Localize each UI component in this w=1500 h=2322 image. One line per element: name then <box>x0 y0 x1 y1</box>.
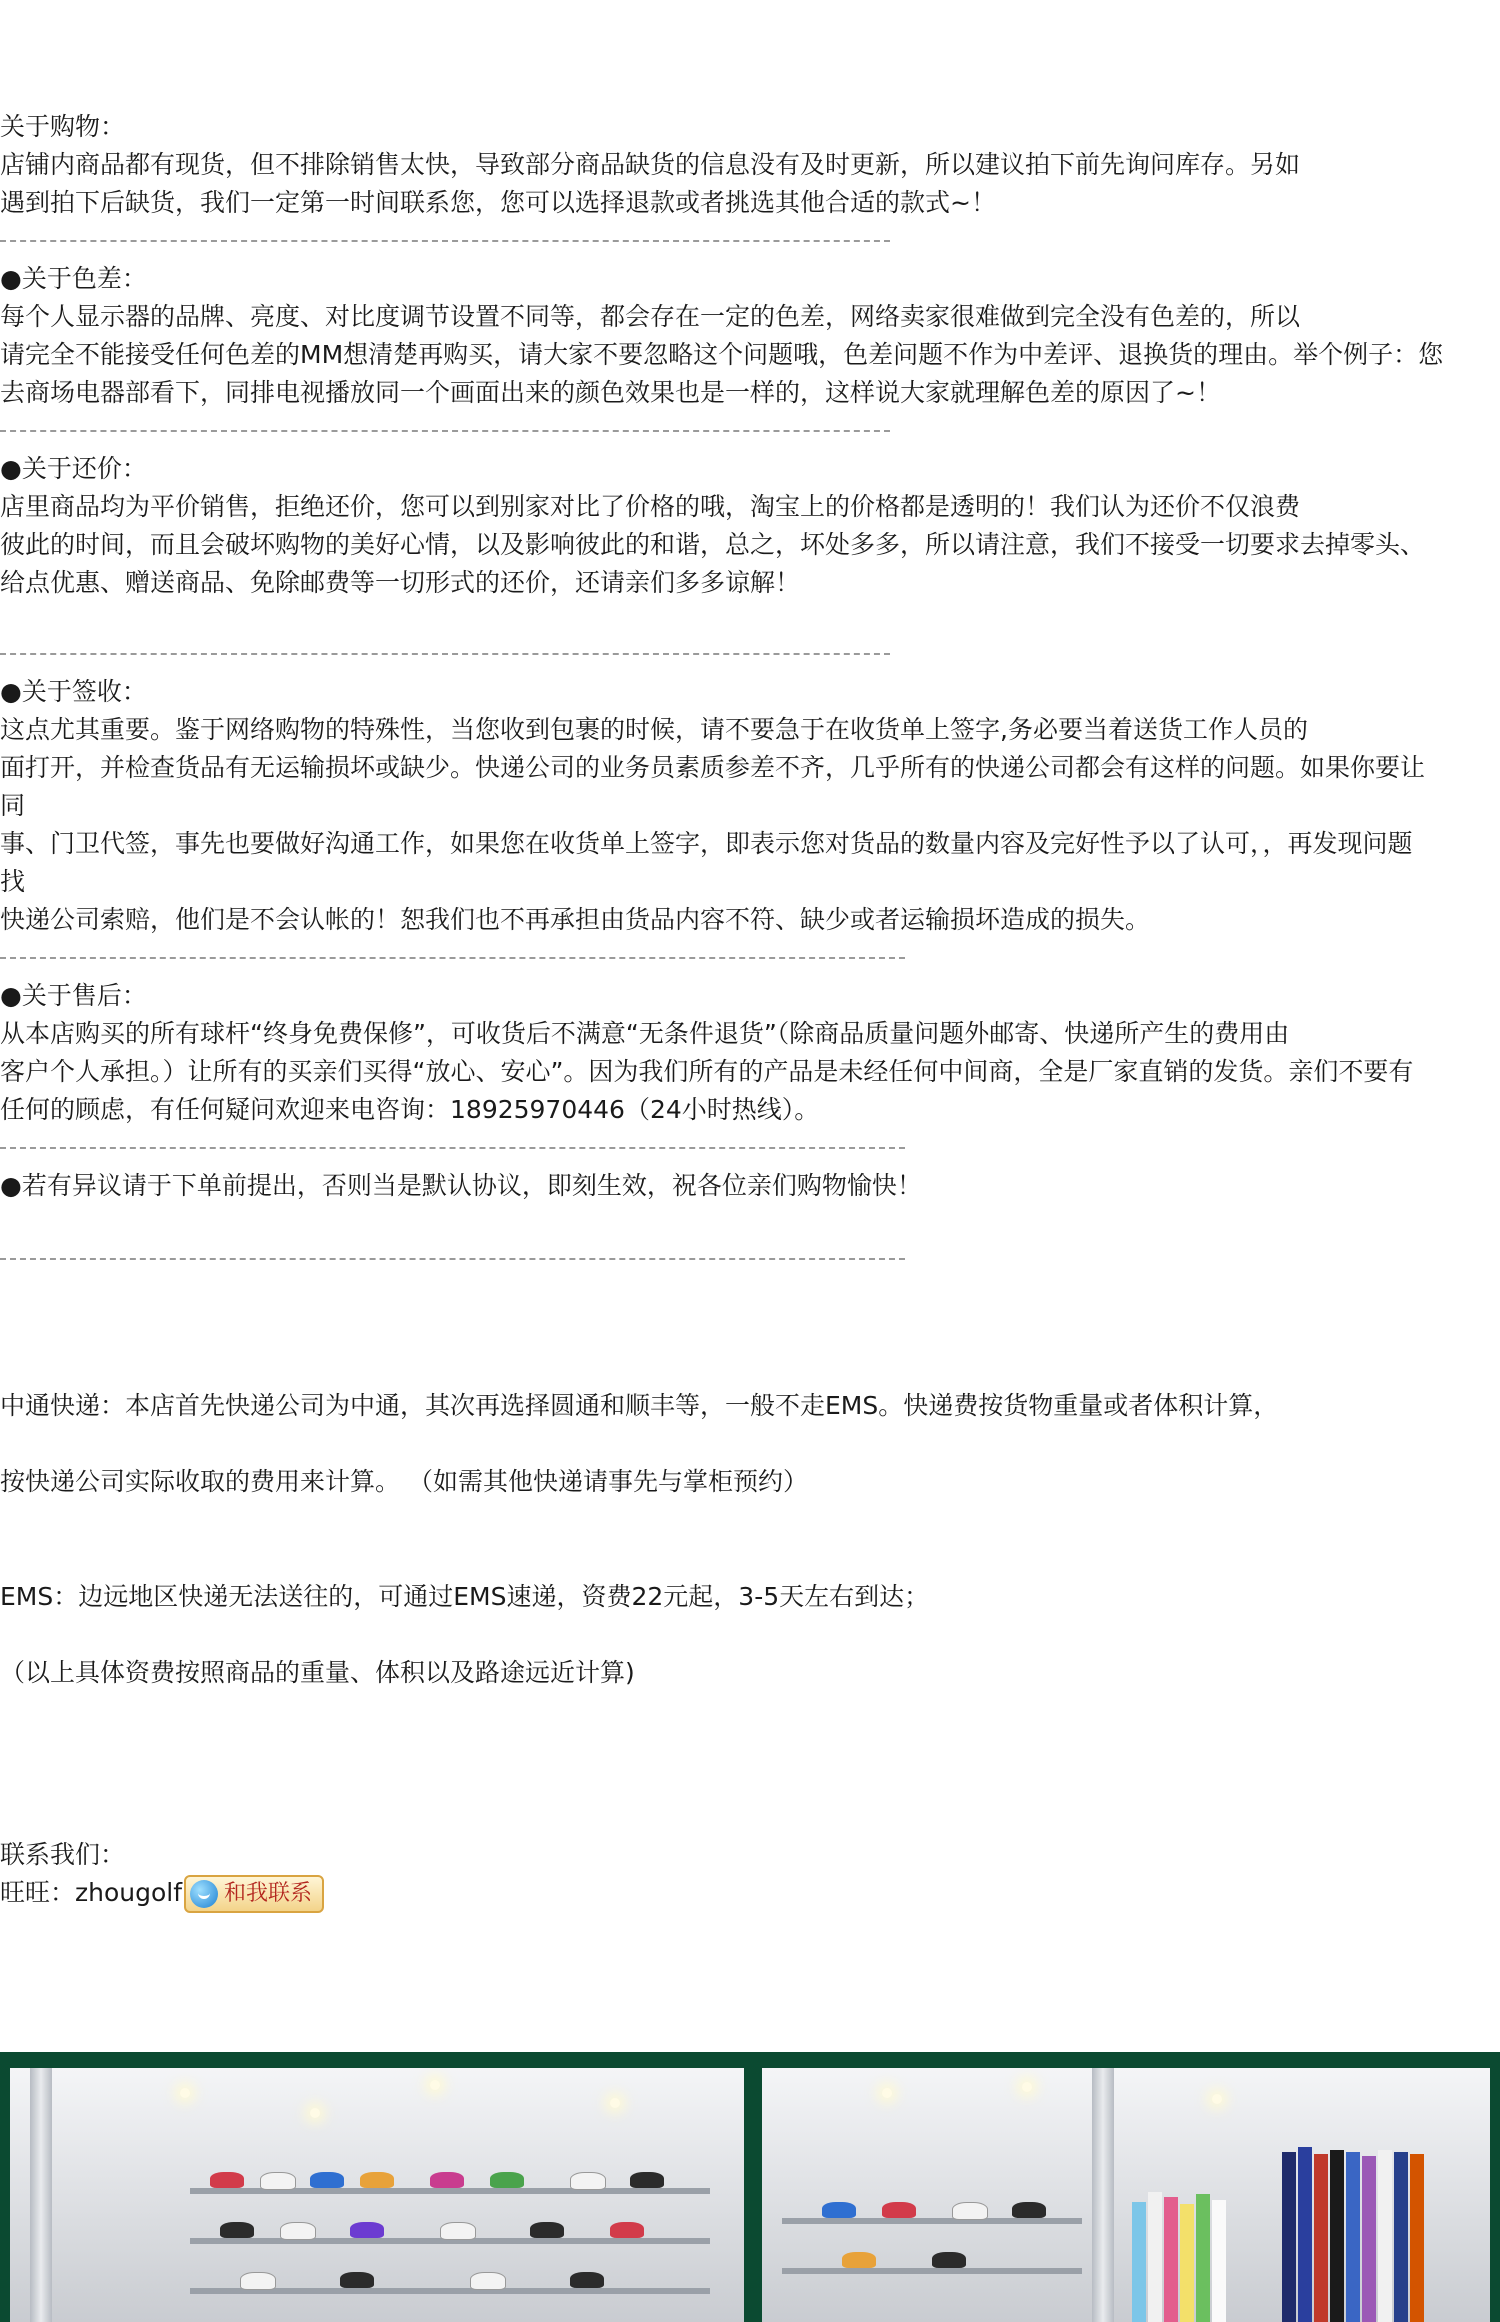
shopping-text-1: 店铺内商品都有现货，但不排除销售太快，导致部分商品缺货的信息没有及时更新，所以建议拍下前先询问库存。另如 <box>0 150 1301 179</box>
divider <box>0 1147 905 1149</box>
shopping-text-2: 遇到拍下后缺货，我们一定第一时间联系您，您可以选择退款或者挑选其他合适的款式~！ <box>0 188 996 217</box>
divider <box>0 240 890 242</box>
signing-text-1: 这点尤其重要。鉴于网络购物的特殊性，当您收到包裹的时候，请不要急于在收货单上签字,务必要当着送货工作人员的 <box>0 715 1308 744</box>
color-text-3: 去商场电器部看下，同排电视播放同一个画面出来的颜色效果也是一样的，这样说大家就理解色差的原因了~！ <box>0 378 1221 407</box>
shipping-zto-text-2: 按快递公司实际收取的费用来计算。 （如需其他快递请事先与掌柜预约） <box>0 1467 808 1496</box>
aftersale-text-1: 从本店购买的所有球杆“终身免费保修”，可收货后不满意“无条件退货”（除商品质量问题外邮寄、快递所产生的费用由 <box>0 1019 1290 1048</box>
signing-text-3: 事、门卫代签，事先也要做好沟通工作，如果您在收货单上签字，即表示您对货品的数量内容及完好性予以了认可，，再发现问题 <box>0 829 1413 858</box>
agreement-text: ●若有异议请于下单前提出，否则当是默认协议，即刻生效，祝各位亲们购物愉快！ <box>0 1171 922 1200</box>
aftersale-text-2: 客户个人承担。）让所有的买亲们买得“放心、安心”。因为我们所有的产品是未经任何中间商，全是厂家直销的发货。亲们不要有 <box>0 1057 1414 1086</box>
store-photo-shoes <box>10 2068 744 2322</box>
bargain-text-3: 给点优惠、赠送商品、免除邮费等一切形式的还价，还请亲们多多谅解！ <box>0 568 801 597</box>
wangwang-id: 旺旺：zhougolf <box>0 1878 183 1907</box>
contact-me-button[interactable] <box>184 1875 324 1913</box>
bargain-heading: ●关于还价： <box>0 454 147 483</box>
contact-heading: 联系我们： <box>0 1840 126 1869</box>
signing-text-2b: 同 <box>0 791 26 820</box>
bargain-text-1: 店里商品均为平价销售，拒绝还价，您可以到别家对比了价格的哦，淘宝上的价格都是透明的！我们认为还价不仅浪费 <box>0 492 1301 521</box>
divider <box>0 653 890 655</box>
color-text-2: 请完全不能接受任何色差的MM想清楚再购买，请大家不要忽略这个问题哦，色差问题不作为中差评、退换货的理由。举个例子：您 <box>0 340 1444 369</box>
wangwang-line <box>0 1875 324 1913</box>
shipping-zto-text-1: 中通快递：本店首先快递公司为中通，其次再选择圆通和顺丰等，一般不走EMS。快递费按货物重量或者体积计算， <box>0 1391 1279 1420</box>
divider <box>0 957 905 959</box>
store-photo-banner <box>0 2052 1500 2322</box>
signing-text-4: 快递公司索赔，他们是不会认帐的！恕我们也不再承担由货品内容不符、缺少或者运输损坏造成的损失。 <box>0 905 1151 934</box>
color-heading: ●关于色差： <box>0 264 147 293</box>
aftersale-heading: ●关于售后： <box>0 981 147 1010</box>
contact-me-label: 和我联系 <box>224 1881 313 1906</box>
signing-text-3b: 找 <box>0 867 26 896</box>
wangwang-icon <box>190 1880 218 1908</box>
divider <box>0 1258 905 1260</box>
shipping-ems-text: EMS：边远地区快递无法送往的，可通过EMS速递，资费22元起，3-5天左右到达； <box>0 1582 930 1611</box>
bargain-text-2: 彼此的时间，而且会破坏购物的美好心情，以及影响彼此的和谐，总之，坏处多多，所以请注意，我们不接受一切要求去掉零头、 <box>0 530 1426 559</box>
shopping-heading: 关于购物： <box>0 112 126 141</box>
signing-text-2: 面打开，并检查货品有无运输损坏或缺少。快递公司的业务员素质参差不齐，几乎所有的快递公司都会有这样的问题。如果你要让 <box>0 753 1426 782</box>
divider <box>0 430 890 432</box>
shipping-note: （以上具体资费按照商品的重量、体积以及路途远近计算) <box>0 1658 635 1687</box>
aftersale-text-3: 任何的顾虑，有任何疑问欢迎来电咨询：18925970446（24小时热线）。 <box>0 1095 820 1124</box>
color-text-1: 每个人显示器的品牌、亮度、对比度调节设置不同等，都会存在一定的色差，网络卖家很难做到完全没有色差的，所以 <box>0 302 1301 331</box>
store-photo-apparel <box>762 2068 1490 2322</box>
signing-heading: ●关于签收： <box>0 677 147 706</box>
